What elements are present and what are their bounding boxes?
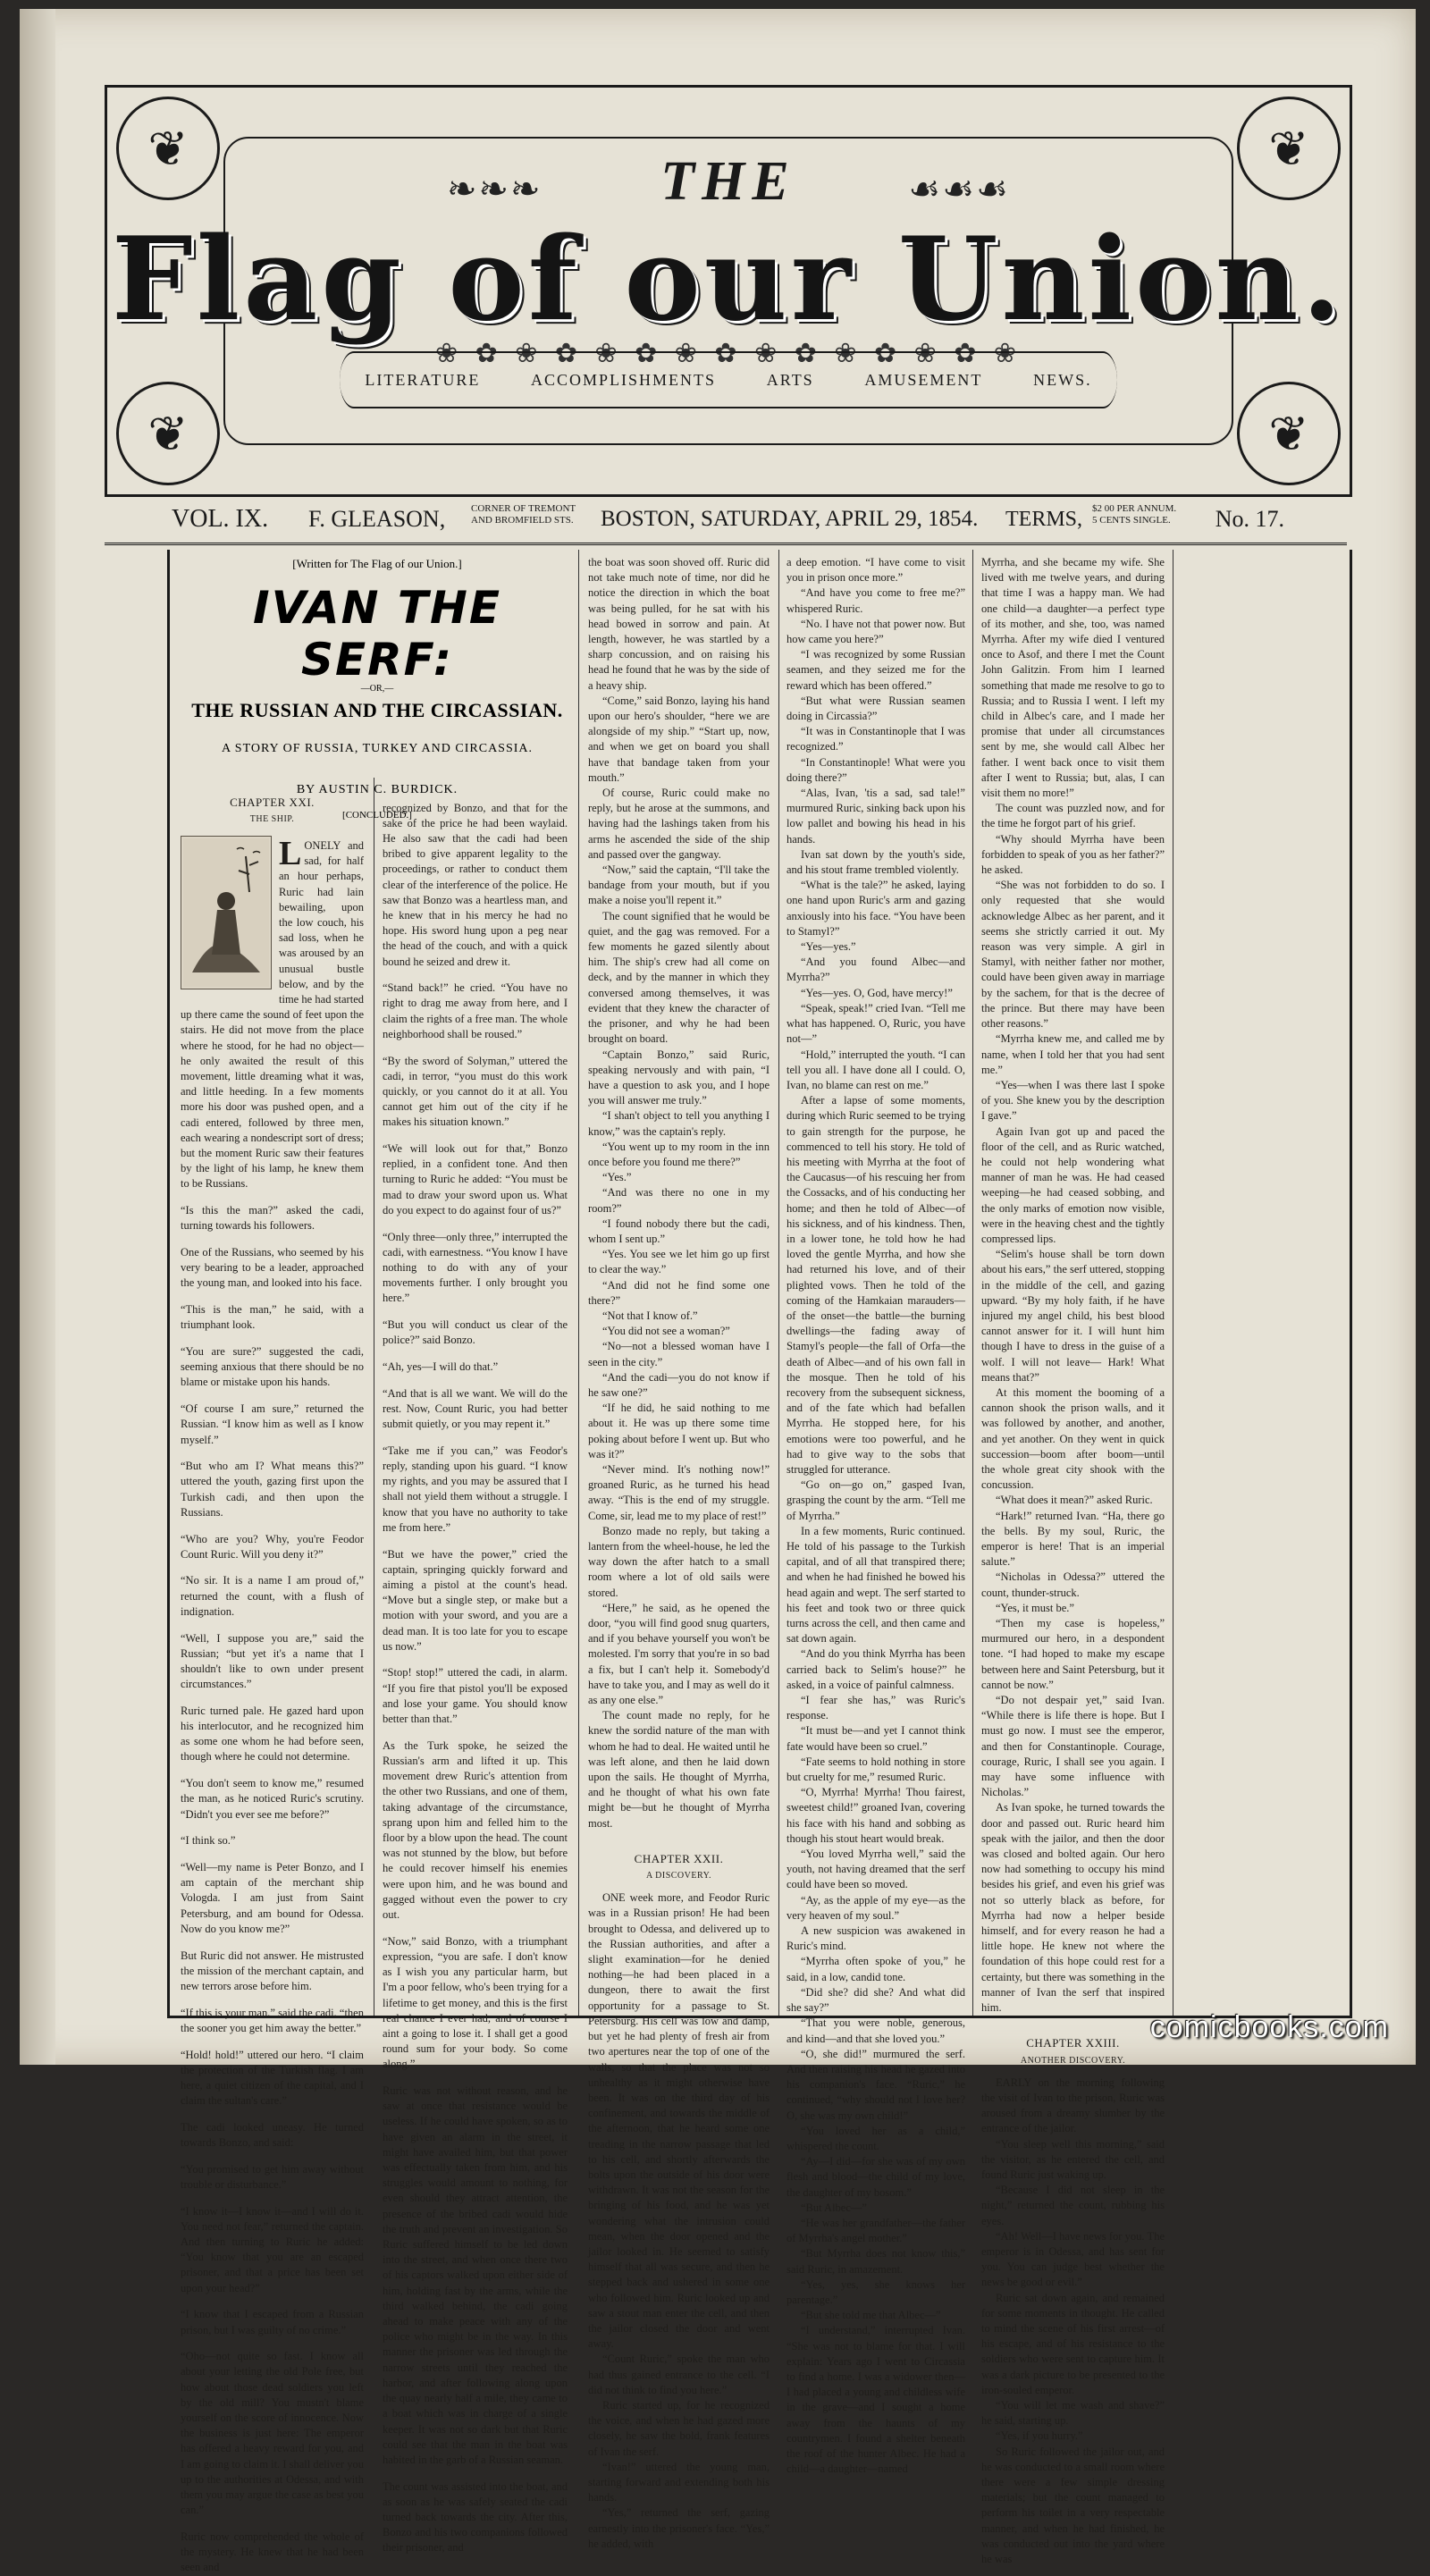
laurel-icon: ❧❧❧ — [447, 169, 543, 209]
concluded-note: [CONCLUDED.] — [342, 810, 412, 821]
article-title: IVAN THE SERF: — [253, 582, 501, 686]
chapter-subheading: A DISCOVERY. — [645, 1871, 712, 1881]
corner-ornament-icon: ❦ — [116, 97, 220, 200]
article-heading — [181, 550, 574, 821]
byline: BY AUSTIN C. BURDICK. — [296, 783, 458, 796]
written-for: [Written for The Flag of our Union.] — [292, 557, 462, 570]
banner-word: AMUSEMENT — [864, 370, 983, 389]
chapter-subheading: THE SHIP. — [249, 814, 295, 825]
drop-cap: L — [279, 834, 302, 872]
chapter-heading: CHAPTER XXI. — [230, 796, 315, 809]
corner-ornament-icon: ❦ — [116, 382, 220, 485]
banner-word: NEWS. — [1033, 370, 1092, 389]
chapter-heading: CHAPTER XXIII. — [1026, 2036, 1120, 2050]
article-subtitle: THE RUSSIAN AND THE CIRCASSIAN. — [191, 699, 563, 721]
volume: VOL. IX. — [172, 505, 269, 533]
watermark: comicbooks.com — [1149, 2010, 1389, 2044]
issue-number: No. 17. — [1215, 506, 1284, 532]
issue-date: BOSTON, SATURDAY, APRIL 29, 1854. — [601, 507, 979, 531]
publisher: F. GLEASON, — [308, 506, 446, 532]
banner-word: ARTS — [766, 370, 814, 389]
banner-word: LITERATURE — [365, 370, 481, 389]
masthead — [105, 85, 1352, 497]
column-1: CHAPTER XXI. THE SHIP. LONELY and sad, for half an hour perhaps, Ruric had lain bewailing, upon the low couch, his sad loss, when he was aroused by an unusual bustle below, and by the time he had started up there came the sound of feet upon the stairs. He did not move from the place where he stood, for he had no object—he only awaited the result of this movement, little dreaming what it was, and little heeding. In a few moments more his door was pushed open, and a cadi entered, followed by three men, each wearing a nondescript sort of dress; but the moment Ruric saw their features by the light of his lamp, he knew them to be Russians. “Is this the man?” asked the cadi, turning towards his followers. One of the Russians, who seemed by his very bearing to be a leader, approached the young man, and looked into his face. “This is the man,” he said, with a triumphant look. “You are sure?” suggested the cadi, seeming anxious that there should be no blame or mistake upon his hands. “Of course I am sure,” returned the Russian. “I know him as well as I know myself.” “But who am I? What means this?” uttered the youth, gazing first upon the Turkish cadi, and then upon the Russians. “Who are you? Why, you're Feodor Count Ruric. Will you deny it?” “No sir. It is a name I am proud of,” returned the count, with a flush of indignation. “Well, I suppose you are,” said the Russian; “but yet it's a name that I shouldn't like to own under present circumstances.” Ruric turned pale. He gazed hard upon his interlocutor, and he recognized him as some one whom he had before seen, though where he could not determine. “You don't seem to know me,” resumed the man, as he noticed Ruric's scrutiny. “Didn't you ever see me before?” “I think so.” “Well—my name is Peter Bonzo, and I am captain of the merchant ship Vologda. I am just from Saint Petersburg, and am bound for Odessa. Now do you know me?” But Ruric did not answer. He mistrusted the mission of the merchant captain, and new terrors arose before him. “If this is your man,” said the cadi, “then the sooner you get him away the better.” “Hold! hold!” uttered our hero. “I claim the protection of the Turkish flag. I am here, a quiet citizen of the capital, and I claim the sultan's care.” The cadi looked uneasy. He turned towards Bonzo, and said: “You promised to get him away without trouble or disturbance.” “I know it—I know it—and I will do it. You need not fear,” returned the captain. And then turning to Ruric he added: “You know that you are an escaped prisoner, and that a price has been set upon your head?” “I know that I escaped from a Russian prison, but I was guilty of no crime.” “Oho—not quite so fast. I know all about your letting the old Pole free, but how about those dead soldiers you left by the old mill? You mustn't blame yourself on the score of innocence. Now the business is just here: The emperor has offered a heavy reward for you, and I am going to claim it. I shall deliver you up to the authorities at Odessa, and with them you may argue the case as best you can.” Ruric now comprehended the whole of the mystery. He knew that he had been seen and — [181, 796, 364, 2574]
chapter-heading: CHAPTER XXII. — [634, 1851, 724, 1865]
terms-values: $2 00 PER ANNUM. 5 CENTS SINGLE. — [1092, 503, 1177, 526]
masthead-banner — [340, 351, 1117, 408]
column-rule — [972, 550, 973, 2016]
column-4: a deep emotion. “I have come to visit you in prison once more.” “And have you come to free me?” whispered Ruric. “No. I have not that power now. But how came you here?” “I was recognized by some Russian seamen, and they seized me for the reward which has been offered.” “But what were Russian seamen doing in Circassia?” “It was in Constantinople that I was recognized.” “In Constantinople! What were you doing there?” “Alas, Ivan, 'tis a sad, sad tale!” murmured Ruric, sinking back upon his low pallet and bowing his head in his hands. Ivan sat down by the youth's side, and his stout frame trembled violently. “What is the tale?” he asked, laying one hand upon Ruric's arm and gazing anxiously into his face. “You have been to Stamyl?” “Yes—yes.” “And you found Albec—and Myrrha?” “Yes—yes. O, God, have mercy!” “Speak, speak!” cried Ivan. “Tell me what has happened. O, Ruric, you have not—” “Hold,” interrupted the youth. “I can tell you all. I have done all I could. O, Ivan, no blame can rest on me.” After a lapse of some moments, during which Ruric seemed to be trying to gain strength for the purpose, he commenced to tell his story. He told of his meeting with Myrrha at the foot of the Caucasus—of his rescuing her from the Cossacks, and of his conducting her home; and then he told of Albec—of his sickness, and of his kindness. Then, in a lower tone, he told how he had loved the gentle Myrrha, and how she had returned his love, and of their plighted vows. Then he told of the coming of the Hamkaian marauders—of the onset—the battle—the burning dwellings—the fading away of Stamyl's people—the fall of Orfa—the death of Albec—and of his own fall in the mosque. Then he told of his recovery from the subsequent sickness, and of the fate which had befallen Myrrha. He stopped here, for his emotions were too powerful, and he had to give way to the sobs that struggled for utterance. “Go on—go on,” gasped Ivan, grasping the count by the arm. “Tell me of Myrrha.” In a few moments, Ruric continued. He told of his passage to the Turkish capital, and of all that transpired there; and when he had finished he bowed his head again and wept. The serf started to his feet and took two or three quick turns across the cell, and then came and sat down again. “And do you think Myrrha has been carried back to Selim's house?” he asked, in a voice of painful calmness. “I fear she has,” was Ruric's response. “It must be—and yet I cannot think fate would have been so cruel.” “Fate seems to hold nothing in store but cruelty for me,” resumed Ruric. “O, Myrrha! Myrrha! Thou fairest, sweetest child!” groaned Ivan, covering his face with his hand and sobbing as though his stout heart would break. “You loved Myrrha well,” said the youth, not having dreamed that the serf could have been so moved. “Ay, as the apple of my eye—as the very heaven of my soul.” A new suspicion was awakened in Ruric's mind. “Myrrha often spoke of you,” he said, in a low, candid tone. “Did she? did she? And what did she say?” “That you were noble, generous, and kind—and that she loved you.” “O, she did!” murmured the serf. And then raising his head he gazed into his companion's face. “Ruric,” he continued, “why should not I love her? O, she was my own child!” “You loved her as a child,” whispered the count. “Ay—I did—for she was of my own flesh and blood—the child of my love, the daughter of my bosom.” “But Albec—” “He was her grandfather—the father of Myrrha's angel mother.” “But Myrrha does not know this,” said Ruric, in amazement. “Yes, yes, she knows her parentage.” “But she told me that Albec—” “I understand,” interrupted Ivan. “She was not to blame for that. I will explain: Years ago I went to Circassia to find a home. I was a widower then—I had placed a young and childless wife in the grave—and I sought a home away from the haunts of my countrymen. I found a shelter beneath the roof of the hunter Albec. He had a child—a daughter—named — [786, 556, 965, 2476]
masthead-the: THE — [660, 151, 796, 212]
engraving-illustration — [181, 836, 272, 989]
binding-spine — [20, 9, 55, 2065]
story-line: A STORY OF RUSSIA, TURKEY AND CIRCASSIA. — [221, 742, 534, 755]
newspaper-page — [20, 9, 1416, 2574]
column-rule — [778, 550, 779, 2016]
banner-word: ACCOMPLISHMENTS — [531, 370, 717, 389]
vine-ornament-icon: ❀ ✿ ❀ ✿ ❀ ✿ ❀ ✿ ❀ ✿ ❀ ✿ ❀ ✿ ❀ — [434, 339, 1022, 368]
column-3: the boat was soon shoved off. Ruric did not take much note of time, nor did he notice the direction in which the boat was being pulled, for he sat with his head bowed in sorrow and pain. At length, however, he was startled by a sharp concussion, and on raising his head he found that he was by the side of a heavy ship. “Come,” said Bonzo, laying his hand upon our hero's shoulder, “here we are alongside of my ship.” “Start up, now, and when we get on board you shall have that bandage taken from your mouth.” Of course, Ruric could make no reply, but he arose at the summons, and having had the lashings taken from his arms he ascended the side of the ship and passed over the gangway. “Now,” said the captain, “I'll take the bandage from your mouth, but if you make a noise you'll repent it.” The count signified that he would be quiet, and the gag was removed. For a few moments he gazed silently about him. The ship's crew had all come on deck, and by the manner in which they conversed among themselves, it was evident that they knew the character of the prisoner, and why he had been brought on board. “Captain Bonzo,” said Ruric, speaking nervously and with pain, “I have a question to ask you, and I hope you will answer me truly.” “I shan't object to tell you anything I know,” was the captain's reply. “You went up to my room in the inn once before you found me there?” “Yes.” “And was there no one in my room?” “I found nobody there but the cadi, whom I sent up.” “Yes. You see we let him go up first to clear the way.” “And did not he find some one there?” “Not that I know of.” “You did not see a woman?” “No—not a blessed woman have I seen in the city.” “And the cadi—you do not know if he saw one?” “If he did, he said nothing to me about it. He was up there some time poking about before I went up. But who was it?” “Never mind. It's nothing now!” groaned Ruric, as he turned his head away. “This is the end of my struggle. Come, sir, lead me to my place of rest!” Bonzo made no reply, but taking a lantern from the wheel-house, he led the way down the after hatch to a small room where a lot of old sails were stored. “Here,” he said, as he opened the door, “you will find good snug quarters, and if you behave yourself you won't be molested. I'm sorry that you're in so bad a fix, but I can't help it. Somebody'd have to take you, and I may as well do it as any one else.” The count made no reply, for he knew the sordid nature of the man with whom he had to deal. He waited until he was left alone, and then he laid down upon the sails. He thought of Myrrha, and he thought of what his own fate might be—but he thought of Myrrha most. CHAPTER XXII. A DISCOVERY. ONE week more, and Feodor Ruric was in a Russian prison! He had been brought to Odessa, and delivered up to the Russian authorities, and after a slight examination—for he denied nothing—he had been placed in a dungeon, there to await the first opportunity for a passage to St. Petersburg. His cell was low and damp, but yet he had plenty of fresh air from two apertures near the top of one of the walls, so that the place was not so unhealthy as it might otherwise have been. It was on the third day of his confinement, and towards the middle of the afternoon, that he heard some one treading in the narrow passage that led to his cell, and shortly afterwards the bolts upon the outside of his door were withdrawn. It was not the season for the bringing of his food, and he was yet wondering what the intrusion could mean, when the door opened and the jailor looked in. He seemed to satisfy himself that all was secure, and then he stepped back and ushered in some one who followed him. Ruric looked up and saw a stout man enter the cell, and then the jailor closed the door and went away. “Count Ruric,” spoke the man who had thus gained entrance to the cell. “I did not think to find you here.” Ruric started up, for he recognized the voice, and when he had gazed more closely, he saw the bold, frank features of Ivan the serf. “Ivan!” uttered the young man, starting forward and extending both his hands. “Yes,” returned the serf, gazing earnestly into the prisoner's face. “Yes,” he added, with — [588, 556, 770, 2550]
dateline — [105, 496, 1347, 545]
publisher-address: CORNER OF TREMONT AND BROMFIELD STS. — [471, 503, 576, 526]
column-5: Myrrha, and she became my wife. She lived with me twelve years, and during that time I was a happy man. We had one child—a daughter—a perfect type of its mother, and she, too, was named Myrrha. After my wife died I ventured once to Asof, and there I met the Count John Galitzin. From him I learned something that made me resolve to go to Russia; and to Russia I went. I left my child in Albec's care, and I made her promise that under all circumstances sent by me, she would call Albec her father. I went back once to visit them after I went to Russia; but, alas, I can visit them no more!” The count was puzzled now, and for the time he forgot part of his grief. “Why should Myrrha have been forbidden to speak of you as her father?” he asked. “She was not forbidden to do so. I only requested that she would acknowledge Albec as her parent, and it seems she strictly carried it out. My reason was very simple. A girl in Stamyl, with neither father nor mother, could have been given away in marriage by the sachem, for that is the decree of the prince. But there may have been other reasons.” “Myrrha knew me, and called me by name, when I told her that you had sent me.” “Yes—when I was there last I spoke of you. She knew you by the description I gave.” Again Ivan got up and paced the floor of the cell, and as Ruric watched, he could not help wondering what manner of man he was. He had ceased weeping—he had ceased sobbing, and the only marks of emotion now visible, were in the heaving chest and the tightly compressed lips. “Selim's house shall be torn down about his ears,” the serf uttered, stopping in the middle of the cell, and gazing upward. “By my holy faith, if he have injured my angel child, his best blood cannot answer for it. I will hunt him though I have to dress in the guise of a wolf. I will not leave— Hark! What means that?” At this moment the booming of a cannon shook the prison walls, and it was followed by another, and another, and yet another. On they went in quick succession—boom after boom—until the whole great city shook with the concussion. “What does it mean?” asked Ruric. “Hark!” returned Ivan. “Ha, there go the bells. By my soul, Ruric, the emperor is here! That is an imperial salute.” “Nicholas in Odessa?” uttered the count, thunder-struck. “Yes, it must be.” “Then my case is hopeless,” murmured our hero, in a despondent tone. “I had hoped to make my escape between here and Saint Petersburg, but it cannot be now.” “Do not despair yet,” said Ivan. “While there is life there is hope. But I must go now. I must see the emperor, and then for Constantinople. Courage, courage, Ruric, I shall see you again. I may have some influence with Nicholas.” As Ivan spoke, he turned towards the door and passed out. Ruric heard him speak with the jailor, and then the door was closed and bolted again. Our hero now had something to occupy his mind besides his grief, and even his grief was not so utterly black as before, for Myrrha had now a helper beside himself, and for every reason he had a little hope. He knew not where the foundation of this hope could rest for a certainty, but there was something in the manner of Ivan the serf that inspired him. CHAPTER XXIII. ANOTHER DISCOVERY. EARLY on the morning following the visit of Ivan to the prison, Ruric was aroused from a dreamy slumber by the entrance of the jailor. “You sleep well this morning,” said the visitor, as he entered the cell, and found Ruric just waking up. “Because I did not sleep in the night,” returned the count, rubbing his eyes. “Ah! Well—I have news for you. The emperor is in Odessa, and has sent for you. You can judge best whether the news be good or evil.” Ruric sat down again, and remained for some moments in thought. He called to mind the scene of his first arrest—of his escape, and of his resistance to the soldiers who were sent to capture him. It was a dark picture to be presented to the iron-souled emperor. “You will let me wash and shave?” he said, starting up. “Yes, if you hurry.” So Ruric followed the jailor out, and he was conducted to a small room where there were a few simple dressing materials; but the count managed to perform his toilet in a very respectable manner, and when he had finished, he was conducted out into the yard where he was — [981, 556, 1165, 2565]
terms-label: TERMS, — [1005, 507, 1083, 531]
right-margin-column — [1174, 550, 1350, 2016]
column-2: recognized by Bonzo, and that for the sake of the price he had been waylaid. He also saw that the cadi had been bribed to give apparent legality to the proceedings, or rather to conduct them clear of the interference of the police. He saw that Bonzo was a heartless man, and he knew that in his mercy he had no hope. His sword hung upon a peg near the head of the couch, and with a quick bound he seized and drew it. “Stand back!” he cried. “You have no right to drag me away from here, and I claim the rights of a free man. The whole neighborhood shall be roused.” “By the sword of Solyman,” uttered the cadi, in terror, “you must do this work quickly, or you cannot do it at all. You cannot get him out of the city if he makes his situation known.” “We will look out for that,” Bonzo replied, in a confident tone. And then turning to Ruric he added: “You must be mad to draw your sword upon us. What do you expect to do against four of us?” “Only three—only three,” interrupted the cadi, with earnestness. “You know I have nothing to do with any of your movements further. I only brought you here.” “But you will conduct us clear of the police?” said Bonzo. “Ah, yes—I will do that.” “And that is all we want. We will do the rest. Now, Count Ruric, you had better submit quietly, or you may repent it.” “Take me if you can,” was Feodor's reply, standing upon his guard. “I know my rights, and you may be assured that I shall not yield them without a struggle. I know that you have no authority to take me from here.” “But we have the power,” cried the captain, springing quickly forward and aiming a pistol at the count's head. “Move but a single step, or make but a motion with your sword, and you are a dead man. It is too late for you to escape us now.” “Stop! stop!” uttered the cadi, in alarm. “If you fire that pistol you'll be exposed and lose your game. You should know better than that.” As the Turk spoke, he seized the Russian's arm and lifted it up. This movement drew Ruric's attention from the other two Russians, and one of them, taking advantage of the circumstance, sprang upon him and felled him to the floor by a blow upon the head. The count was not stunned by the blow, but before he could recover himself his enemies were upon him, and he was bound and gagged without even the power to cry out. “Now,” said Bonzo, with a triumphant expression, “you are safe. I don't know as I wish you any particular harm, but I'm a poor fellow, who's been trying for a lifetime to get money, and this is the first real chance I ever had, and of course I aint a going to lose it. I shall get a good round sum for your body. So come along.” Ruric was not without reason, and he saw at once that resistance would be useless. If he could have spoken, so as to have given an alarm in the street, it might have availed him, but that power was effectually taken from him, and his struggles would amount to nothing, for even should they attract attention, the presence of the bribed cadi would hide the truth and prevent an investigation. So Ruric suffered himself to be led down into the street, and when once there two of his captors walked upon either side of him, holding fast by the arms, while the third walked behind, the cadi going ahead to make peace with any of the police who might be in the way. In this manner the prisoner was led through the narrow streets until they reached the harbor, and after following along upon the quay nearly half a mile, they came to a boat which was in charge of a single keeper. It was not so dark but that Ruric could see that the man in the boat was habited in the garb of a Russian seaman. The count was assisted into the boat, and as soon as he was safely seated the cadi turned back towards the city. After this, Bonzo and his two companions followed their prisoner, and — [383, 801, 568, 2555]
chapter-subheading: ANOTHER DISCOVERY. — [1020, 2055, 1126, 2066]
column-rule — [578, 550, 579, 2016]
corner-ornament-icon: ❦ — [1237, 382, 1341, 485]
masthead-title: Flag of our Union. — [111, 213, 1346, 347]
title-or: —OR,— — [360, 684, 394, 694]
laurel-icon: ☙☙☙ — [908, 169, 1010, 209]
corner-ornament-icon: ❦ — [1237, 97, 1341, 200]
